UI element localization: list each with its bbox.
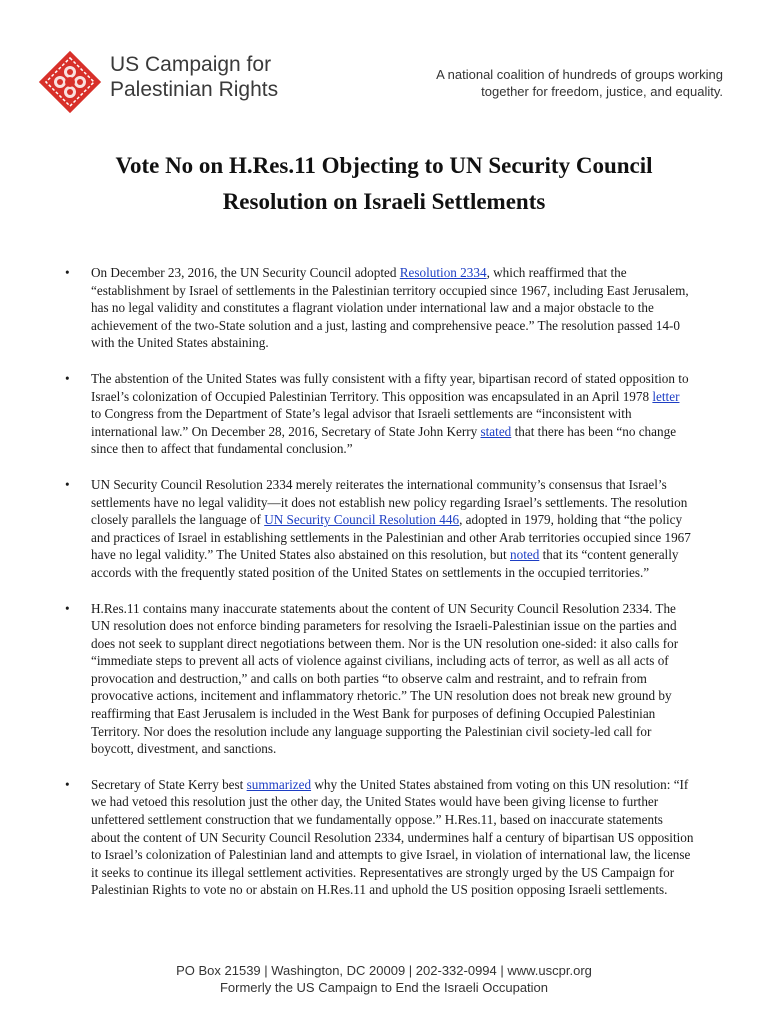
text-line: it seeks to continue its illegal settlement activities. Representatives are strongly urged by the US Campaign for [91,864,675,880]
text-segment: , adopted in 1979, holding that “the policy [459,512,683,528]
bullet-icon: • [65,600,70,616]
tagline-line-2: together for freedom, justice, and equality. [481,84,723,99]
bullet-item-2 [40,370,730,458]
org-name-line-2: Palestinian Rights [110,78,279,101]
header [0,0,768,120]
bullet-item-4 [40,600,730,758]
text-segment: Israel’s colonization of Occupied Palestinian Territory. This opposition was encapsulated in an April 1978 [91,388,653,404]
text-segment: that its “content generally [539,547,679,563]
text-line: provocative actions, incitement and inflammatory rhetoric.” The UN resolution does not break new ground by [91,688,672,704]
text-line: with the United States abstaining. [91,335,269,351]
text-line: “immediate steps to prevent all acts of violence against civilians, including acts of terror, as well as all acts of [91,653,669,669]
text-line [91,388,730,406]
text-segment: Secretary of State Kerry best [91,776,247,792]
footer-former-name-line: Formerly the US Campaign to End the Israeli Occupation [219,980,549,995]
text-segment: On December 23, 2016, the UN Security Council adopted [91,265,400,280]
text-line: boycott, divestment, and sanctions. [91,741,277,757]
text-line: settlements have no legal validity—it does not establish new policy regarding Israel’s settlements. The resolution [91,494,688,510]
text-line: accords with the frequently stated position of the United States on settlements in the occupied territories.” [91,564,650,580]
tagline-line-1: A national coalition of hundreds of groups working [436,67,723,82]
bullet-item-1 [40,264,730,352]
text-segment: that there has been “no change [511,423,677,439]
text-segment: closely parallels the language of [91,512,265,528]
text-line: UN resolution does not enforce binding parameters for resolving the Israeli-Palestinian issue on the parties and [91,618,677,634]
text-line [91,511,730,529]
text-line: we had vetoed this resolution just the other day, the United States would have been giving license to further [91,794,659,810]
text-line [91,546,730,564]
footer [0,962,768,996]
tagline [363,66,723,100]
text-line: Territory. Nor does the resolution include any language supporting the Palestinian civil society-led call for [91,723,652,739]
resolution-446-link[interactable]: UN Security Council Resolution 446 [264,512,460,528]
resolution-2334-link[interactable]: Resolution 2334 [399,265,487,280]
bullet-item-5 [40,776,730,899]
bullet-icon: • [65,476,70,492]
letter-link[interactable]: letter [652,388,680,404]
text-line [91,776,730,794]
footer-contact-line: PO Box 21539 | Washington, DC 20009 | 202-332-0994 | www.uscpr.org [176,963,592,978]
text-segment: international law.” On December 28, 2016, Secretary of State John Kerry [91,423,481,439]
text-line: The abstention of the United States was fully consistent with a fifty year, bipartisan record of stated opposition to [91,370,689,386]
summarized-link[interactable]: summarized [246,776,312,792]
text-line: unfettered settlement construction that we fundamentally oppose.” H.Res.11, based on inaccurate statements [91,812,663,828]
title-line-1: Vote No on H.Res.11 Objecting to UN Security Council [115,153,653,178]
text-line: to Israel’s colonization of Palestinian land and attempts to give Israel, in violation of international law, the license [91,847,691,863]
bullet-list [40,264,730,917]
org-name-line-1: US Campaign for [110,53,272,76]
text-line: reaffirming that East Jerusalem is included in the West Bank for purposes of defining Occupied Palestinian [91,706,656,722]
text-line [91,264,730,282]
noted-link[interactable]: noted [510,547,540,563]
bullet-icon: • [65,265,70,280]
organization-name [110,52,278,102]
text-line: UN Security Council Resolution 2334 merely reiterates the international community’s consensus that Israel’s [91,476,667,492]
text-line: achievement of the two-State solution and a just, lasting and comprehensive peace.” The resolution passed 14-0 [91,317,680,333]
text-line: “establishment by Israel of settlements in the Palestinian territory occupied since 1967, including East Jerusalem, [91,282,689,298]
stated-link[interactable]: stated [480,423,512,439]
text-line: to Congress from the Department of State’s legal advisor that Israeli settlements are “inconsistent with [91,406,632,422]
text-line: since then to affect that fundamental conclusion.” [91,441,353,457]
text-line: Palestinian Rights to vote no or abstain on H.Res.11 and uphold the US position opposing Israeli settlements. [91,882,668,898]
title-line-2: Resolution on Israeli Settlements [222,189,546,214]
text-line: H.Res.11 contains many inaccurate statements about the content of UN Security Council Resolution 2334. The [91,600,676,616]
bullet-icon: • [65,370,70,386]
bullet-icon: • [65,776,70,792]
text-segment: , which reaffirmed that the [486,265,627,280]
text-line: and practices of Israel in establishing settlements in the Palestinian and other Arab territories occupied since 1967 [91,529,691,545]
text-segment: have no legal validity.” The United States also abstained on this resolution, but [91,547,510,563]
uscpr-logo-icon [38,50,102,114]
text-line: does not seek to supplant direct negotiations between them. Nor is the UN resolution one-sided: it also calls for [91,635,679,651]
bullet-item-3 [40,476,730,582]
document-title [40,148,728,220]
text-segment: why the United States abstained from voting on this UN resolution: “If [311,776,689,792]
text-line: provocation and destruction,” and calls on both parties “to observe calm and restraint, and to refrain from [91,670,647,686]
text-line: has no legal validity and constitutes a flagrant violation under international law and a major obstacle to the [91,300,654,316]
text-line [91,423,730,441]
text-line: about the content of UN Security Council Resolution 2334, undermines half a century of bipartisan US opposition [91,829,694,845]
